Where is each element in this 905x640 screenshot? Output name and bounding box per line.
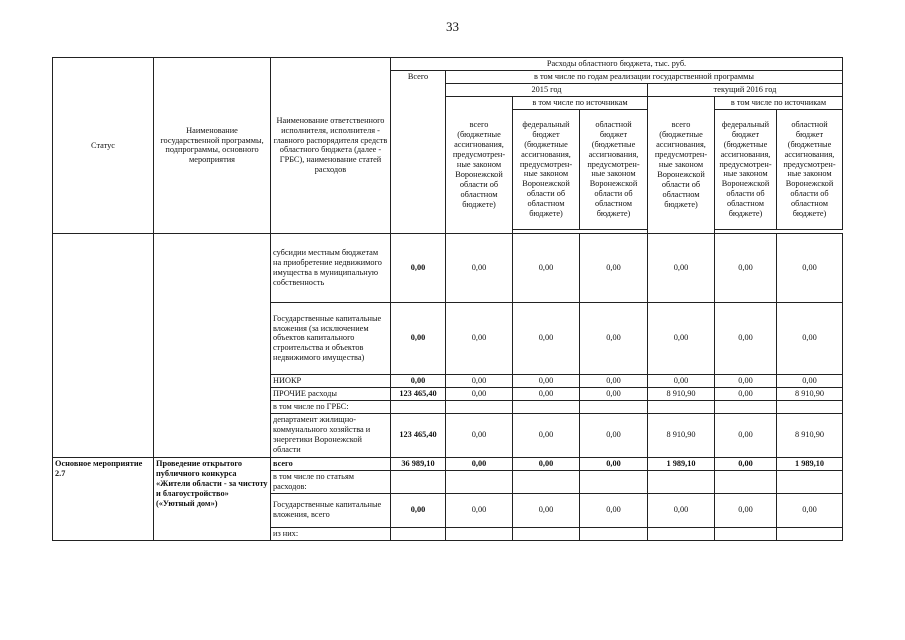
value-cell: 0,00	[715, 493, 777, 527]
value-cell: 8 910,90	[648, 413, 715, 457]
measure-status: Основное мероприятие 2.7	[53, 457, 154, 540]
value-cell: 0,00	[580, 233, 648, 302]
row-label: в том числе по статьям расходов:	[271, 470, 391, 493]
row-label: всего	[271, 457, 391, 470]
row-label: субсидии местным бюджетам на приобретение недвижимого имущества в муниципальную собственность	[271, 233, 391, 302]
header-year-2016: текущий 2016 год	[648, 84, 843, 97]
value-cell: 8 910,90	[648, 387, 715, 400]
row-total: 36 989,10	[391, 457, 446, 470]
header-2015-regional: областной бюджет (бюджетные ассигнования, предусмотрен-ные законом Воронежской области об областном бюджете)	[580, 109, 648, 229]
row-label: ПРОЧИЕ расходы	[271, 387, 391, 400]
value-cell	[715, 527, 777, 540]
value-cell: 0,00	[777, 374, 843, 387]
value-cell: 1 989,10	[648, 457, 715, 470]
header-year-2015: 2015 год	[446, 84, 648, 97]
program-empty-cell	[154, 233, 271, 457]
header-2015-total: всего (бюджетные ассигнования, предусмотрен-ные законом Воронежской области об областном бюджете)	[446, 97, 513, 234]
header-2016-by-sources: в том числе по источникам	[715, 97, 843, 110]
value-cell: 0,00	[446, 302, 513, 374]
value-cell: 1 989,10	[777, 457, 843, 470]
value-cell: 0,00	[777, 302, 843, 374]
value-cell	[391, 527, 446, 540]
value-cell	[391, 470, 446, 493]
row-total: 123 465,40	[391, 387, 446, 400]
value-cell: 0,00	[648, 493, 715, 527]
row-total: 0,00	[391, 493, 446, 527]
value-cell	[648, 527, 715, 540]
budget-table	[52, 57, 843, 541]
row-total: 0,00	[391, 374, 446, 387]
value-cell: 0,00	[446, 457, 513, 470]
value-cell: 0,00	[446, 493, 513, 527]
value-cell: 0,00	[715, 233, 777, 302]
value-cell: 0,00	[513, 302, 580, 374]
header-2015-by-sources: в том числе по источникам	[513, 97, 648, 110]
value-cell: 0,00	[777, 233, 843, 302]
value-cell: 0,00	[513, 457, 580, 470]
value-cell: 0,00	[715, 457, 777, 470]
value-cell	[513, 527, 580, 540]
value-cell: 0,00	[580, 413, 648, 457]
value-cell	[648, 400, 715, 413]
row-total: 0,00	[391, 233, 446, 302]
header-2016-regional: областной бюджет (бюджетные ассигнования, предусмотрен-ные законом Воронежской области об областном бюджете)	[777, 109, 843, 229]
value-cell: 0,00	[777, 493, 843, 527]
row-label: Государственные капитальные вложения, всего	[271, 493, 391, 527]
row-label: департамент жилищно-коммунального хозяйства и энергетики Воронежской области	[271, 413, 391, 457]
value-cell	[777, 527, 843, 540]
value-cell	[580, 400, 648, 413]
value-cell	[391, 400, 446, 413]
page-number: 33	[446, 19, 459, 34]
header-2015-federal: федеральный бюджет (бюджетные ассигнования, предусмотрен-ные законом Воронежской области об областном бюджете)	[513, 109, 580, 229]
value-cell	[513, 470, 580, 493]
value-cell: 8 910,90	[777, 387, 843, 400]
value-cell	[580, 470, 648, 493]
value-cell	[715, 470, 777, 493]
value-cell: 0,00	[580, 387, 648, 400]
header-program-name: Наименование государственной программы, подпрограммы, основного мероприятия	[154, 58, 271, 234]
value-cell: 0,00	[580, 302, 648, 374]
row-label: Государственные капитальные вложения (за исключением объектов капитального строительства и объектов недвижимого имущества)	[271, 302, 391, 374]
header-2016-total: всего (бюджетные ассигнования, предусмотрен-ные законом Воронежской области об областном бюджете)	[648, 97, 715, 234]
value-cell: 8 910,90	[777, 413, 843, 457]
value-cell	[446, 400, 513, 413]
header-by-years: в том числе по годам реализации государственной программы	[446, 71, 843, 84]
value-cell	[446, 470, 513, 493]
value-cell: 0,00	[648, 374, 715, 387]
header-status: Статус	[53, 58, 154, 234]
value-cell	[715, 400, 777, 413]
value-cell	[513, 400, 580, 413]
value-cell	[580, 527, 648, 540]
value-cell: 0,00	[513, 413, 580, 457]
value-cell: 0,00	[513, 387, 580, 400]
row-total: 0,00	[391, 302, 446, 374]
value-cell: 0,00	[715, 413, 777, 457]
value-cell: 0,00	[446, 413, 513, 457]
value-cell: 0,00	[580, 374, 648, 387]
header-2016-federal: федеральный бюджет (бюджетные ассигнования, предусмотрен-ные законом Воронежской области об областном бюджете)	[715, 109, 777, 229]
value-cell: 0,00	[446, 387, 513, 400]
value-cell: 0,00	[715, 302, 777, 374]
value-cell: 0,00	[513, 493, 580, 527]
value-cell	[446, 527, 513, 540]
value-cell: 0,00	[446, 233, 513, 302]
measure-name: Проведение открытого публичного конкурса «Жители области - за чистоту и благоустройство» («Уютный дом»)	[154, 457, 271, 540]
value-cell: 0,00	[715, 374, 777, 387]
value-cell: 0,00	[648, 302, 715, 374]
value-cell: 0,00	[580, 457, 648, 470]
value-cell	[777, 400, 843, 413]
header-expenses-title: Расходы областного бюджета, тыс. руб.	[391, 58, 843, 71]
value-cell: 0,00	[513, 374, 580, 387]
header-total: Всего	[391, 71, 446, 234]
value-cell: 0,00	[580, 493, 648, 527]
row-label: из них:	[271, 527, 391, 540]
value-cell: 0,00	[715, 387, 777, 400]
header-executor: Наименование ответственного исполнителя, исполнителя - главного распорядителя средств областного бюджета (далее - ГРБС), наименование статей расходов	[271, 58, 391, 234]
value-cell: 0,00	[513, 233, 580, 302]
row-label: в том числе по ГРБС:	[271, 400, 391, 413]
value-cell: 0,00	[446, 374, 513, 387]
value-cell: 0,00	[648, 233, 715, 302]
value-cell	[777, 470, 843, 493]
status-empty-cell	[53, 233, 154, 457]
value-cell	[648, 470, 715, 493]
row-total: 123 465,40	[391, 413, 446, 457]
row-label: НИОКР	[271, 374, 391, 387]
